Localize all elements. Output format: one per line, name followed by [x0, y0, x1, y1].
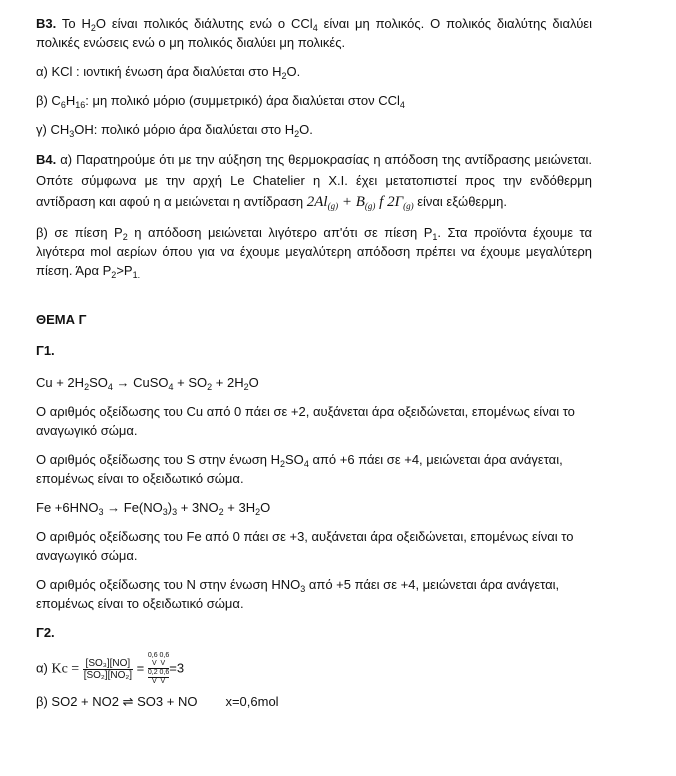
- kc-expression: $\frac{\text{[SO₃][NO]}}{\text{[SO₂][NO₂]}}$: [83, 657, 133, 681]
- b3-intro: Β3. Το $H_2O$ είναι πολικός διάλυτης ενώ ο CCl$_4$ είναι μη πολικός. Ο πολικός διαλύτης διαλύει πολικές ενώσεις ενώ ο μη πολικός διαλύει μη πολικές.: [36, 16, 592, 50]
- b4-a: Β4. α) Παρατηρούμε ότι με την αύξηση της θερμοκρασίας η απόδοση της αντίδρασης μειώνεται. Οπότε σύμφωνα με την αρχή Le Chatelier η Χ.Ι. έχει μετατοπιστεί προς την ενδόθερμη αντίδραση και αφού η α μειώνεται η αντίδραση $2Al_{(g)} + B_{(g)}$ f $2\Gamma_{(g)}$ είναι εξώθερμη.: [36, 152, 592, 211]
- kc-values: 0,6 0,6 V V 0,2 0,6 V V: [147, 652, 170, 685]
- g1-equation-1: $Cu + 2H_2SO_4$ → CuSO$_4$ + $SO_2 + 2H_2O$: [36, 375, 259, 392]
- b3-label: Β3.: [36, 16, 57, 31]
- b3-c: γ) $CH_3OH$: πολικό μόριο άρα διαλύεται στο $H_2O$.: [36, 122, 313, 139]
- document-page: [36, 14, 592, 711]
- g1-p1: Ο αριθμός οξείδωσης του Cu από 0 πάει σε +2, αυξάνεται άρα οξειδώνεται, επομένως είναι το αναγωγικό σώμα.: [36, 404, 575, 438]
- equilibrium-arrow-icon: ⇌: [122, 694, 134, 709]
- g2-a: α) Kc = $\frac{\text{[SO₃][NO]}}{\text{[SO₂][NO₂]}}$ = 0,6 0,6 V V 0,2 0,6 V V =3: [36, 652, 185, 685]
- g1-p3: Ο αριθμός οξείδωσης του Fe από 0 πάει σε +3, αυξάνεται άρα οξειδώνεται, επομένως είναι το αναγωγικό σώμα.: [36, 529, 574, 563]
- reaction-equation: $2Al_{(g)} + B_{(g)}$ f $2\Gamma_{(g)}$: [306, 194, 414, 211]
- g2-b: β) SO2 + NO2 ⇌ SO3 + NO x=0,6mol: [36, 694, 279, 709]
- arrow-icon: →: [103, 500, 124, 515]
- g1-label: Γ1.: [36, 343, 55, 358]
- theme-title: ΘΕΜΑ Γ: [36, 312, 87, 327]
- b4-label: Β4.: [36, 152, 57, 167]
- b3-b: β) $C_6H_{16}$: μη πολικό μόριο (συμμετρικό) άρα διαλύεται στον CCl$_4$: [36, 93, 405, 110]
- b4-b: β) σε πίεση $P_2$ η απόδοση μειώνεται λιγότερο απ'ότι σε πίεση $P_1$. Στα προϊόντα έχουμε τα λιγότερα mol αερίων όπου για να έχουμε μεγαλύτερη απόδοση πρέπει να έχουμε μεγαλύτερη πίεση. Άρα $P_2>P_{1.}$: [36, 225, 592, 280]
- arrow-icon: →: [112, 375, 134, 390]
- g1-equation-2: $Fe +6HNO_3 \to Fe(NO_3)_3 + 3NO_2 + 3H_2O$: [36, 500, 271, 517]
- g1-p4: Ο αριθμός οξείδωσης του N στην ένωση $HNO_3$ από +5 πάει σε +4, μειώνεται άρα ανάγεται, επομένως είναι το οξειδωτικό σώμα.: [36, 577, 560, 611]
- b3-a: α) KCl : ιοντική ένωση άρα διαλύεται στο $H_2O$.: [36, 64, 301, 81]
- g1-p2: Ο αριθμός οξείδωσης του S στην ένωση $H_2SO_4$ από +6 πάει σε +4, μειώνεται άρα ανάγεται, επομένως είναι το οξειδωτικό σώμα.: [36, 452, 563, 486]
- g2-label: Γ2.: [36, 625, 55, 640]
